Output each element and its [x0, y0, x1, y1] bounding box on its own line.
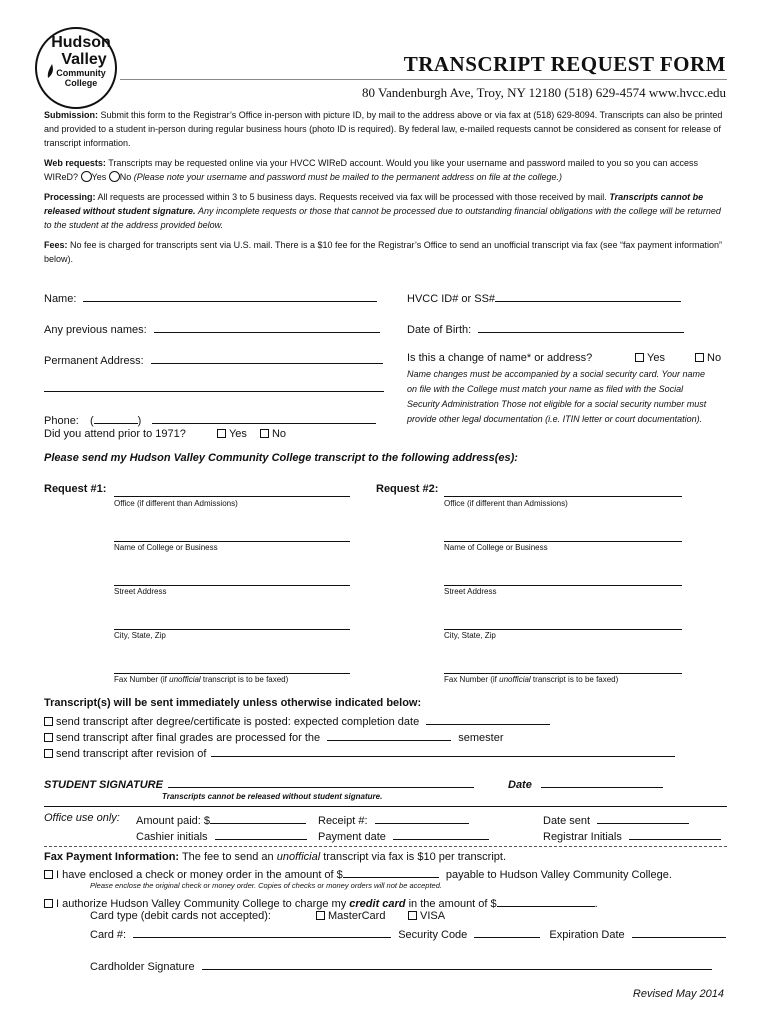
registrar-row: [543, 828, 721, 843]
web-label: Web requests:: [44, 158, 106, 168]
web-no-radio[interactable]: [109, 171, 120, 182]
check-note: Please enclose the original check or money order. Copies of checks or money orders will not be accepted.: [90, 881, 442, 890]
amount-paid-input[interactable]: [210, 812, 306, 824]
timing-option-1: [44, 713, 550, 728]
prior-1971-label: Did you attend prior to 1971?: [44, 428, 186, 440]
timing-option-1-checkbox[interactable]: [44, 717, 53, 726]
name-label: Name:: [44, 293, 77, 305]
request-1-street-caption: Street Address: [114, 587, 167, 596]
submission-text: Submit this form to the Registrar’s Office in-person with picture ID, by mail to the address above or via fax at (518) 629-8094. Transcripts can also be printed and provided to a student in-person during regular business hours (photo ID is required). By federal law, e-mailed requests cannot be considered as consent for release of transcript information.: [44, 110, 723, 148]
change-no-label: No: [707, 352, 722, 364]
signature-row: [44, 776, 474, 791]
perm-address-label: Permanent Address:: [44, 355, 144, 367]
signature-date-row: [508, 776, 663, 791]
revision-input[interactable]: [211, 745, 675, 757]
hvcc-id-label: HVCC ID# or SS#: [407, 293, 496, 305]
card-type-row: [90, 910, 271, 922]
request-2-block: [376, 483, 696, 693]
web-yes-label: Yes: [91, 172, 107, 182]
request-2-fax-input[interactable]: [444, 662, 682, 674]
timing-option-3-checkbox[interactable]: [44, 749, 53, 758]
request-2-city-caption: City, State, Zip: [444, 631, 496, 640]
request-1-city-caption: City, State, Zip: [114, 631, 166, 640]
fax-info-label: Fax Payment Information:: [44, 851, 180, 863]
change-note: Name changes must be accompanied by a social security card. Your name on file with the College must match your name as filed with the Social Security Administration Those not eligible for a social security number must provide other legal documentation (i.e. ITIN letter or court documentation).: [407, 369, 707, 424]
registrar-input[interactable]: [629, 828, 721, 840]
visa-checkbox[interactable]: [408, 911, 417, 920]
submission-paragraph: [44, 108, 728, 150]
cashier-row: [136, 828, 307, 843]
phone-number-input[interactable]: [152, 412, 376, 424]
dob-input[interactable]: [478, 321, 684, 333]
timing-option-2-checkbox[interactable]: [44, 733, 53, 742]
card-number-row: [90, 926, 726, 941]
fax-info-em: unofficial: [276, 851, 321, 863]
hvcc-id-row: [407, 290, 681, 305]
signature-label: STUDENT SIGNATURE: [44, 779, 163, 791]
mastercard-option: [316, 910, 385, 922]
cardholder-row: [90, 958, 712, 973]
logo-text-college: College: [64, 78, 98, 88]
office-use-label: Office use only:: [44, 812, 120, 824]
date-sent-label: Date sent: [543, 815, 591, 827]
revised-date: Revised May 2014: [632, 988, 724, 1000]
processing-rest: Any incomplete requests or those that cannot be processed due to outstanding financial obligations with the college will be returned to the student at the address provided below.: [44, 206, 721, 230]
semester-input[interactable]: [327, 729, 451, 741]
expiration-label: Expiration Date: [549, 929, 625, 941]
prev-names-row: [44, 321, 380, 336]
web-text: Transcripts may be requested online via your HVCC WIReD account. Would you like your username and password mailed to you so you can access WIReD?: [44, 158, 698, 182]
office-top-rule: [44, 806, 727, 807]
perm-address-input[interactable]: [151, 352, 383, 364]
receipt-row: [318, 812, 469, 827]
phone-row: Phone: ( ): [44, 412, 376, 427]
request-2-college-caption: Name of College or Business: [444, 543, 548, 552]
credit-card-row: I authorize Hudson Valley Community College to charge my credit card in the amount of $ .: [44, 895, 598, 910]
amount-paid-label: Amount paid: $: [136, 815, 210, 827]
cardholder-label: Cardholder Signature: [90, 961, 195, 973]
check-amount-input[interactable]: [343, 866, 439, 878]
logo-text-hudson: Hudson: [51, 34, 111, 51]
check-payable-label: payable to Hudson Valley Community College.: [445, 869, 672, 881]
web-no-label: No: [119, 172, 132, 182]
cardholder-signature-input[interactable]: [202, 958, 712, 970]
payment-date-input[interactable]: [393, 828, 489, 840]
check-enclosed-label: I have enclosed a check or money order in the amount of $: [56, 869, 343, 881]
signature-date-input[interactable]: [541, 776, 663, 788]
processing-text: All requests are processed within 3 to 5 business days. Requests received via fax will be processed with those received by mail.: [97, 192, 607, 202]
request-1-office-caption: Office (if different than Admissions): [114, 499, 238, 508]
fax-info-text: The fee to send an: [181, 851, 277, 863]
timing-option-1-label: send transcript after degree/certificate is posted: expected completion date: [56, 716, 420, 728]
timing-heading: Transcript(s) will be sent immediately unless otherwise indicated below:: [44, 697, 422, 709]
credit-card-checkbox[interactable]: [44, 899, 53, 908]
web-paragraph: [44, 156, 728, 184]
credit-card-amount-label: in the amount of $: [405, 898, 497, 910]
cashier-label: Cashier initials: [136, 831, 208, 843]
request-2-street-caption: Street Address: [444, 587, 497, 596]
name-input[interactable]: [83, 290, 377, 302]
receipt-label: Receipt #:: [318, 815, 368, 827]
request-1-office-input[interactable]: [114, 485, 350, 497]
dob-label: Date of Birth:: [407, 324, 472, 336]
signature-input[interactable]: [168, 776, 474, 788]
amount-paid-row: [136, 812, 306, 827]
processing-paragraph: [44, 190, 728, 232]
request-1-college-caption: Name of College or Business: [114, 543, 218, 552]
fax-info-text-end: transcript via fax is $10 per transcript.: [320, 851, 507, 863]
timing-option-2-label: send transcript after final grades are processed for the: [56, 732, 321, 744]
card-number-input[interactable]: [133, 926, 391, 938]
registrar-label: Registrar Initials: [543, 831, 622, 843]
logo-text-community: Community: [56, 68, 106, 78]
prior-yes-checkbox[interactable]: [217, 429, 226, 438]
request-1-city-input[interactable]: [114, 618, 350, 630]
card-number-label: Card #:: [90, 929, 127, 941]
security-code-input[interactable]: [474, 926, 540, 938]
send-heading: Please send my Hudson Valley Community College transcript to the following address(es):: [44, 452, 518, 464]
prior-no-checkbox[interactable]: [260, 429, 269, 438]
web-note: (Please note your username and password must be mailed to the permanent address on file at the college.): [133, 172, 563, 182]
logo-text-valley: Valley: [61, 51, 107, 68]
timing-option-3-label: send transcript after revision of: [56, 748, 207, 760]
completion-date-input[interactable]: [426, 713, 550, 725]
mastercard-checkbox[interactable]: [316, 911, 325, 920]
request-2-office-input[interactable]: [444, 485, 682, 497]
fees-text: No fee is charged for transcripts sent via U.S. mail. There is a $10 fee for the Registrar’s Office to send an unofficial transcript via fax (see “fax payment information” below).: [44, 240, 722, 264]
intro-section: [44, 108, 728, 266]
request-1-block: [44, 483, 364, 693]
prev-names-input[interactable]: [154, 321, 380, 333]
date-sent-input[interactable]: [597, 812, 689, 824]
name-row: [44, 290, 377, 305]
request-2-label: Request #2:: [376, 483, 439, 495]
payment-date-row: [318, 828, 489, 843]
fees-label: Fees:: [44, 240, 68, 250]
check-row: [44, 866, 672, 881]
prior-1971-row: [44, 428, 286, 440]
visa-label: VISA: [420, 910, 446, 922]
page-title: TRANSCRIPT REQUEST FORM: [403, 52, 726, 76]
processing-label: Processing:: [44, 192, 96, 202]
request-1-fax-caption: Fax Number (if unofficial transcript is to be faxed): [114, 675, 289, 684]
request-2-fax-caption: Fax Number (if unofficial transcript is to be faxed): [444, 675, 619, 684]
web-yes-radio[interactable]: [81, 171, 92, 182]
mastercard-label: MasterCard: [328, 910, 386, 922]
college-logo: [34, 26, 118, 110]
change-no-checkbox[interactable]: [695, 353, 704, 362]
dob-row: [407, 321, 684, 336]
request-2-office-caption: Office (if different than Admissions): [444, 499, 568, 508]
credit-card-em: credit card: [349, 898, 406, 910]
request-2-city-input[interactable]: [444, 618, 682, 630]
request-2-college-input[interactable]: [444, 530, 682, 542]
cashier-input[interactable]: [215, 828, 307, 840]
check-enclosed-checkbox[interactable]: [44, 870, 53, 879]
signature-date-label: Date: [508, 779, 532, 791]
processing-bold: Transcripts cannot be released without student signature.: [44, 192, 704, 216]
credit-card-label: I authorize Hudson Valley Community College to charge my: [56, 898, 350, 910]
payment-date-label: Payment date: [318, 831, 386, 843]
college-address: 80 Vandenburgh Ave, Troy, NY 12180 (518) 629-4574 www.hvcc.edu: [362, 85, 726, 100]
timing-option-2: [44, 729, 504, 744]
prior-no-label: No: [271, 428, 287, 440]
perm-address-line2-input[interactable]: [44, 380, 384, 392]
receipt-input[interactable]: [375, 812, 469, 824]
title-rule: [120, 79, 727, 80]
phone-label: Phone:: [44, 415, 79, 427]
prev-names-label: Any previous names:: [44, 324, 147, 336]
phone-area-input[interactable]: [94, 412, 138, 424]
request-1-street-input[interactable]: [114, 574, 350, 586]
hvcc-id-input[interactable]: [495, 290, 681, 302]
timing-option-3: [44, 745, 675, 760]
request-1-label: Request #1:: [44, 483, 107, 495]
signature-note: Transcripts cannot be released without student signature.: [162, 792, 383, 801]
fax-info-row: [44, 851, 506, 863]
change-yes-checkbox[interactable]: [635, 353, 644, 362]
change-yes-label: Yes: [647, 352, 665, 364]
expiration-input[interactable]: [632, 926, 726, 938]
card-type-label: Card type (debit cards not accepted):: [90, 910, 271, 922]
perm-address-row: [44, 352, 383, 367]
request-1-college-input[interactable]: [114, 530, 350, 542]
visa-option: [408, 910, 445, 922]
request-1-fax-input[interactable]: [114, 662, 350, 674]
submission-label: Submission:: [44, 110, 99, 120]
credit-card-amount-input[interactable]: [497, 895, 595, 907]
change-question-row: [407, 352, 727, 364]
prior-yes-label: Yes: [228, 428, 247, 440]
fax-top-rule: [44, 846, 727, 847]
semester-label: semester: [458, 732, 504, 744]
fees-paragraph: [44, 238, 728, 266]
security-code-label: Security Code: [398, 929, 468, 941]
request-2-street-input[interactable]: [444, 574, 682, 586]
change-question-label: Is this a change of name* or address?: [407, 352, 593, 364]
date-sent-row: [543, 812, 689, 827]
